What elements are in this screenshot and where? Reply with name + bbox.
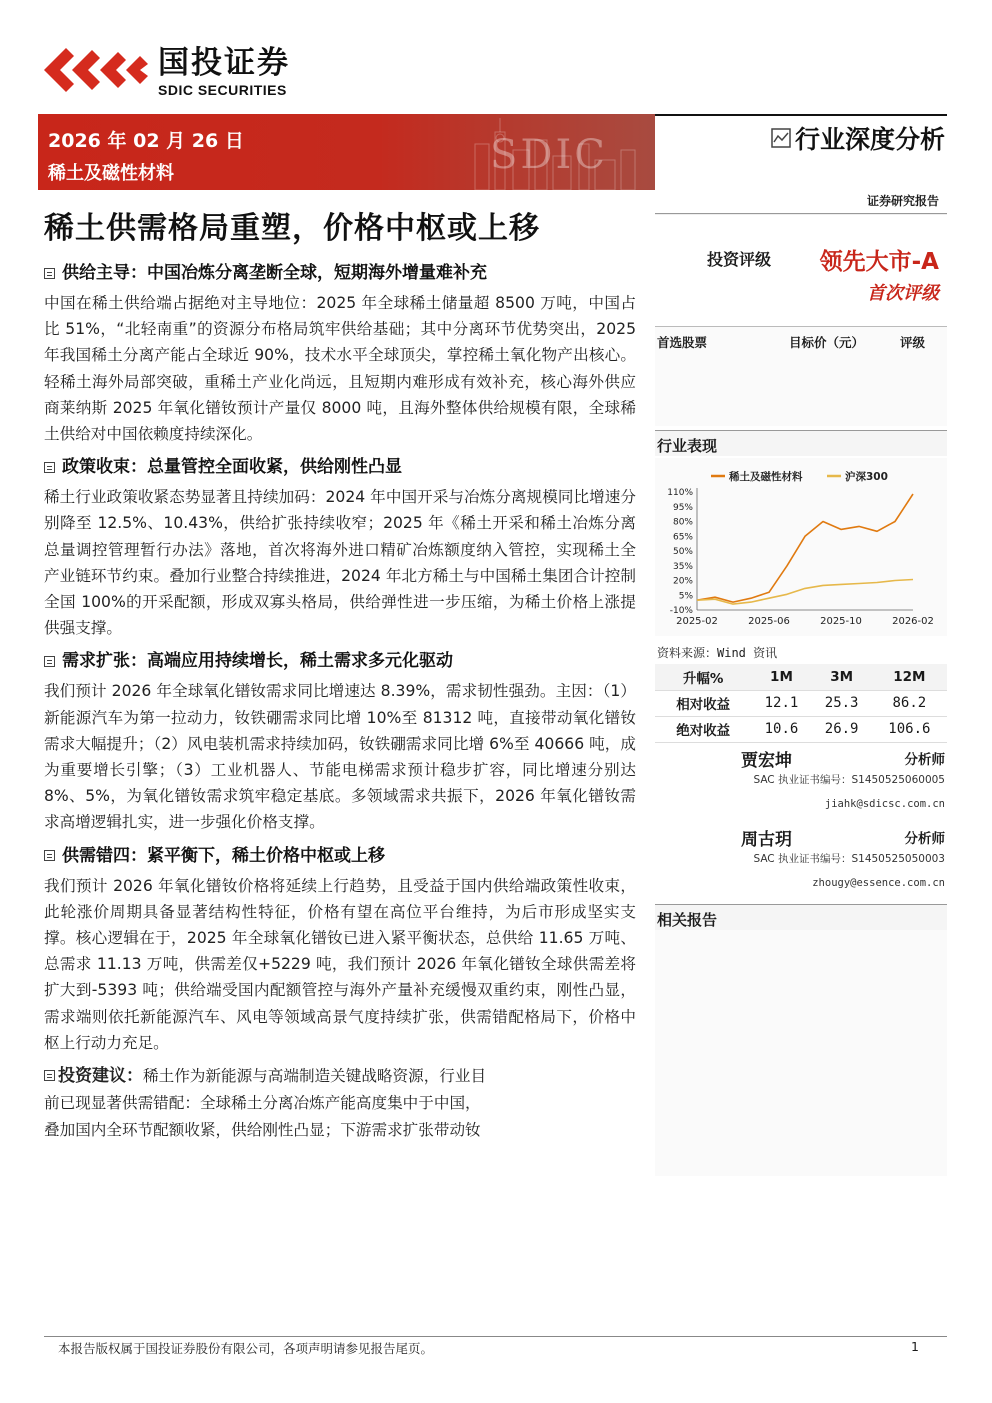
section-heading-text: 供需错四：紧平衡下，稀土价格中枢或上移 [62,845,385,866]
table-cell: 86.2 [892,695,927,711]
table-cell: 12.1 [764,695,799,711]
section-heading [44,648,636,674]
rating-first: 首次评级 [867,283,939,304]
related-reports-list [655,930,947,1176]
section-body: 我们预计 2026 年氧化镨钕价格将延续上行趋势，且受益于国内供给端政策性收束，此轮涨价周期具备显著结构性特征，价格有望在高位平台维持，为后市形成坚实支撑。核心逻辑在于，2025 年全球氧化镨钕已进入紧平衡状态，总供给 11.65 万吨、总需求 11.13 万吨，供需差仅+5229 吨，我们预计 2026 年氧化镨钕全球供需差将扩大到-5393 吨；供给端受国内配额管控与海外产量补充缓慢双重约束，刚性凸显，需求端则依托新能源汽车、风电等领域高景气度持续扩张，供需错配格局下，价格中枢上行动力充足。 [44,876,636,1052]
sdic-watermark: SDIC [490,132,608,178]
analyst-role: 分析师 [904,831,945,847]
table-header-cell: 升幅% [682,670,724,687]
main-content [44,260,636,1144]
x-tick-label: 2025-06 [748,616,790,627]
analyst-name: 周古玥 [741,830,792,850]
y-tick-label: 110% [667,488,693,498]
rating-box [655,214,947,324]
row-label: 绝对收益 [676,723,731,739]
analyst-email[interactable]: zhougy@essence.com.cn [812,877,945,889]
related-reports-heading-text: 相关报告 [657,911,718,929]
table-cell: 25.3 [824,695,859,711]
analyst-card [655,746,947,822]
x-tick-label: 2025-02 [676,616,718,627]
rating-row [655,214,947,324]
picks-col-target: 目标价（元） [789,335,865,350]
x-tick-label: 2025-10 [820,616,862,627]
y-tick-label: 50% [672,547,693,557]
stock-picks-table [655,326,947,426]
rating-label: 投资评级 [707,250,772,269]
y-tick-label: 65% [672,532,693,543]
y-tick-label: 5% [678,591,693,602]
series-line [697,494,913,602]
report-type-label: 行业深度分析 [794,125,945,154]
report-title: 稀土供需格局重塑，价格中枢或上移 [44,211,540,246]
y-tick-label: 35% [672,561,693,572]
x-tick-label: 2026-02 [892,616,934,627]
investment-advice [44,1063,636,1144]
investment-advice-line: 叠加国内全环节配额收紧，供给刚性凸显；下游需求扩张带动钕 [44,1121,481,1140]
performance-heading-text: 行业表现 [657,437,718,455]
analyst-sac: SAC 执业证书编号：S1450525060005 [753,774,945,786]
rating-value: 领先大市-A [819,249,939,275]
report-subtype: 证券研究报告 [655,190,947,214]
list-icon [44,462,55,473]
analyst-sac: SAC 执业证书编号：S1450525050003 [753,853,945,865]
section-heading-text: 需求扩张：高端应用持续增长，稀土需求多元化驱动 [62,651,453,672]
table-cell: 26.9 [824,721,859,737]
list-icon [44,850,55,861]
section-heading [44,454,636,480]
footer-disclaimer: 本报告版权属于国投证券股份有限公司，各项声明请参见报告尾页。 [58,1341,434,1356]
picks-col-stock: 首选股票 [657,335,708,350]
table-header-cell: 3M [830,668,854,685]
sdic-logo-icon [44,44,148,96]
performance-heading [655,430,947,456]
table-cell: 10.6 [764,721,799,737]
report-date: 2026 年 02 月 26 日 [48,130,244,152]
list-icon [44,1070,55,1081]
analyst-role: 分析师 [904,752,945,768]
y-tick-label: 20% [672,576,693,587]
y-tick-label: 80% [672,517,693,528]
performance-chart-svg [655,458,947,636]
analyst-email[interactable]: jiahk@sdicsc.com.cn [824,798,945,810]
chart-source: 资料来源：Wind 资讯 [657,646,778,660]
y-tick-label: 95% [672,502,693,513]
page-number: 1 [911,1339,919,1354]
performance-table [655,664,947,743]
company-logo [44,44,324,100]
y-tick-label: -10% [669,606,693,616]
legend-label: 稀土及磁性材料 [729,471,803,483]
report-type-box [655,114,947,190]
section-body: 我们预计 2026 年全球氧化镨钕需求同比增速达 8.39%，需求韧性强劲。主因：（1）新能源汽车为第一拉动力，钕铁硼需求同比增 10%至 81312 吨，直接带动氧化镨钕需求大幅提升；（2）风电装机需求持续加码，钕铁硼需求同比增 6%至 40666 吨，成为重要增长引擎；（3）工业机器人、节能电梯需求预计稳步扩容，同比增速分别达 8%、5%，为氧化镨钕需求筑牢稳定基底。多领域需求共振下，2026 年氧化镨钕需求高增逻辑扎实，进一步强化价格支撑。 [44,682,636,832]
related-reports-heading [655,904,947,930]
logo-english-name: SDIC SECURITIES [158,82,287,98]
table-header-cell: 12M [893,668,926,685]
report-type [771,120,945,156]
investment-advice-label: 投资建议： [58,1066,143,1087]
section-body: 稀土行业政策收紧态势显著且持续加码：2024 年中国开采与冶炼分离规模同比增速分别降至 12.5%、10.43%，供给扩张持续收窄；2025 年《稀土开采和稀土冶炼分离总量调控管理暂行办法》落地，首次将海外进口精矿冶炼额度纳入管控，实现稀土全产业链环节约束。叠加行业整合持续推进，2024 年北方稀土与中国稀土集团合计控制全国 100%的开采配额，形成双寡头格局，供给弹性进一步压缩，为稀土价格上涨提供强支撑。 [44,488,636,638]
analyst-card [655,825,947,901]
analyst-name: 贾宏坤 [741,751,792,771]
table-row [655,690,947,716]
list-icon [44,656,55,667]
list-icon [44,268,55,279]
section-heading [44,260,636,286]
table-header-row [655,664,947,690]
footer-divider [44,1336,947,1337]
section-heading-text: 政策收束：总量管控全面收紧，供给刚性凸显 [62,457,402,478]
table-row [655,716,947,742]
section-body: 中国在稀土供给端占据绝对主导地位：2025 年全球稀土储量超 8500 万吨，中国占比 51%，“北轻南重”的资源分布格局筑牢供给基础；其中分离环节优势突出，2025 年我国稀土分离产能占全球近 90%，技术水平全球顶尖，掌控稀土氧化物产出核心。轻稀土海外局部突破，重稀土产业化尚远，且短期内难形成有效补充，核心海外供应商莱纳斯 2025 年氧化镨钕预计产量仅 8000 吨，且海外整体供给规模有限，全球稀土供给对中国依赖度持续深化。 [44,294,636,444]
logo-chinese-name: 国投证券 [158,45,290,81]
table-cell: 106.6 [888,721,931,737]
section-heading-text: 供给主导：中国冶炼分离垄断全球，短期海外增量难补充 [62,263,487,283]
table-header-cell: 1M [770,668,793,685]
investment-advice-line: 稀土作为新能源与高端制造关键战略资源，行业目 [143,1067,487,1086]
legend-label: 沪深300 [845,471,888,483]
investment-advice-line: 前已现显著供需错配：全球稀土分离冶炼产能高度集中于中国， [44,1094,481,1113]
row-label: 相对收益 [676,697,731,713]
report-sector: 稀土及磁性材料 [48,163,174,184]
performance-chart [655,458,947,636]
section-heading [44,843,636,869]
chart-trend-icon [771,128,791,148]
header-banner [38,114,655,190]
picks-col-rating: 评级 [900,335,926,350]
